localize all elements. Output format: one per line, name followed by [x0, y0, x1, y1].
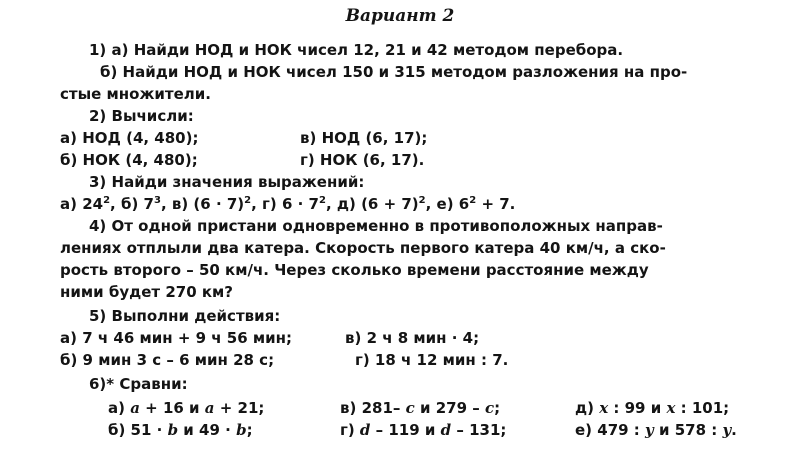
- task5-b: б) 9 мин 3 с – 6 мин 28 с;: [60, 351, 275, 369]
- task4-line4: ними будет 270 км?: [60, 283, 233, 301]
- task6-heading: 6)* Сравни:: [89, 375, 188, 393]
- task5-v: в) 2 ч 8 мин · 4;: [345, 329, 480, 347]
- task3-expressions: а) $24^2$, б) $7^3$, в) $(6 \cdot 7)^2$, г) $6 \cdot 7^2$, д) $(6 + 7)^2$, е) $6^2 + 7$.: [60, 195, 516, 213]
- task6-d: д) x : 99 и x : 101;: [575, 399, 730, 417]
- task1-part-b-line2: стые множители.: [60, 85, 211, 103]
- task4-line3: рость второго – 50 км/ч. Через сколько времени расстояние между: [60, 261, 649, 279]
- task2-a: а) НОД (4, 480);: [60, 129, 199, 147]
- task5-a: а) 7 ч 46 мин + 9 ч 56 мин;: [60, 329, 293, 347]
- task1-part-a: 1) а) Найди НОД и НОК чисел 12, 21 и 42 методом перебора.: [89, 41, 624, 59]
- task5-g: г) 18 ч 12 мин : 7.: [355, 351, 509, 369]
- task6-b: б) 51 · b и 49 · b;: [108, 421, 253, 439]
- task2-b: б) НОК (4, 480);: [60, 151, 198, 169]
- task6-e: е) 479 : y и 578 : y.: [575, 421, 737, 439]
- task6-v: в) 281– c и 279 – c;: [340, 399, 501, 417]
- task2-v: в) НОД (6, 17);: [300, 129, 428, 147]
- task1-part-b-line1: б) Найди НОД и НОК чисел 150 и 315 методом разложения на про-: [100, 63, 688, 81]
- task5-heading: 5) Выполни действия:: [89, 307, 281, 325]
- task3-heading: 3) Найди значения выражений:: [89, 173, 365, 191]
- task2-g: г) НОК (6, 17).: [300, 151, 425, 169]
- task4-line1: 4) От одной пристани одновременно в противоположных направ-: [89, 217, 663, 235]
- task6-a: а) a + 16 и a + 21;: [108, 399, 265, 417]
- task2-heading: 2) Вычисли:: [89, 107, 194, 125]
- task4-line2: лениях отплыли два катера. Скорость первого катера 40 км/ч, а ско-: [60, 239, 666, 257]
- variant-title: Вариант 2: [345, 6, 455, 26]
- task6-g: г) d – 119 и d – 131;: [340, 421, 507, 439]
